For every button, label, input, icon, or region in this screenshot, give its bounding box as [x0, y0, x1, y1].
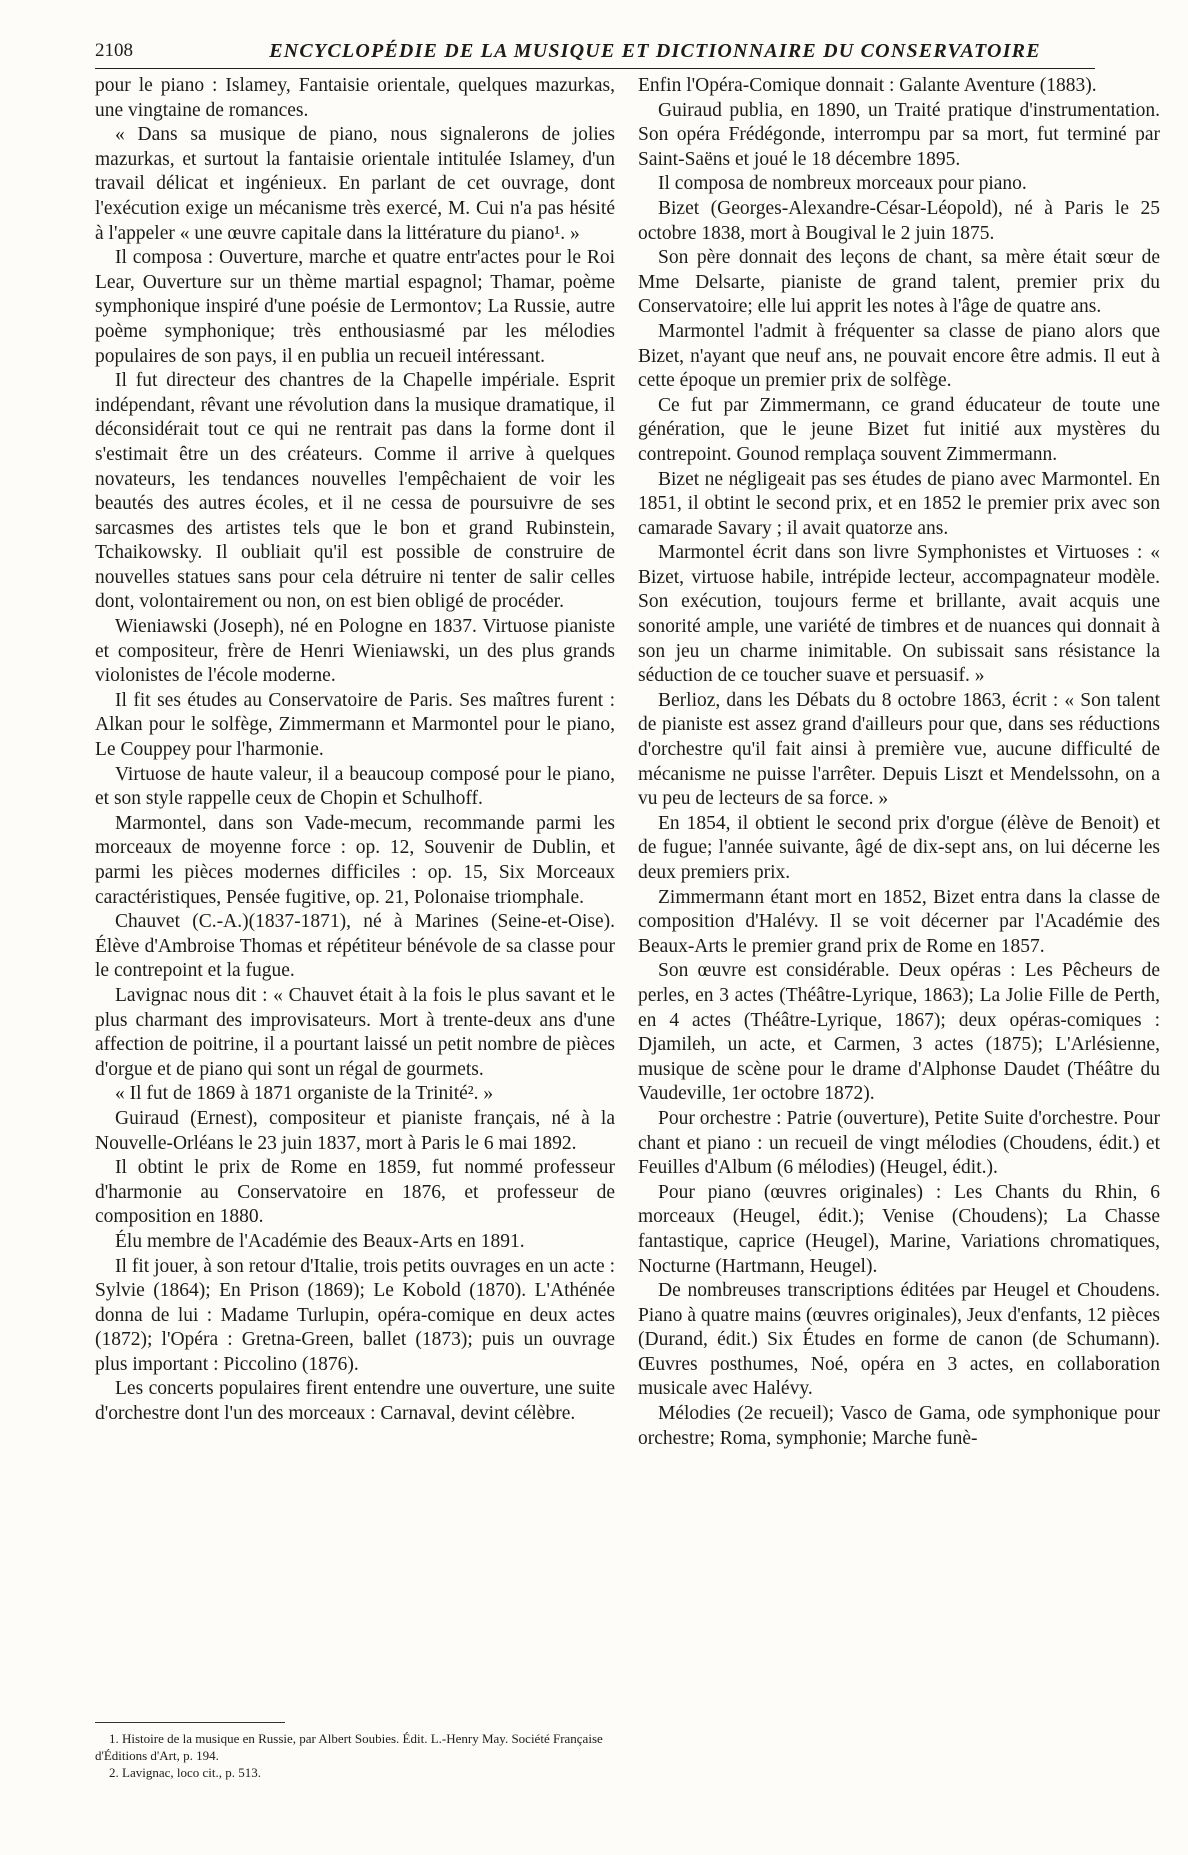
- paragraph: Bizet ne négligeait pas ses études de piano avec Marmontel. En 1851, il obtint le second prix, et en 1852 le premier prix avec son camarade Savary ; il avait quatorze ans.: [638, 468, 1160, 539]
- paragraph: Pour orchestre : Patrie (ouverture), Petite Suite d'orchestre. Pour chant et piano : un recueil de vingt mélodies (Choudens, édit.) et Feuilles d'Album (6 mélodies) (Heugel, édit.).: [638, 1107, 1160, 1179]
- right-column: [638, 74, 1160, 1451]
- running-title: ENCYCLOPÉDIE DE LA MUSIQUE ET DICTIONNAIRE DU CONSERVATOIRE: [269, 40, 1041, 62]
- paragraph: En 1854, il obtient le second prix d'orgue (élève de Benoit) et de fugue; l'année suivante, âgé de dix-sept ans, on lui décerne les deux premiers prix.: [638, 812, 1160, 883]
- paragraph: Il fut directeur des chantres de la Chapelle impériale. Esprit indépendant, rêvant une révolution dans la musique dramatique, il déconsidérait tout ce qui ne rentrait pas dans la forme dont il s'estimait être un des créateurs. Comme il arrive à quelques novateurs, les tendances nouvelles l'empêchaient de voir les beautés des autres écoles, et il ne cessa de poursuivre de ses sarcasmes des artistes tels que le bon et grand Rubinstein, Tchaikowsky. Il oubliait qu'il est possible de construire de nouvelles statues sans pour cela détruire ni tenter de salir celles dont, volontairement ou non, on est bien obligé de procéder.: [95, 370, 615, 613]
- paragraph: Marmontel écrit dans son livre Symphonistes et Virtuoses : « Bizet, virtuose habile, intrépide lecteur, accompagnateur modèle. Son exécution, toujours ferme et brillante, avait acquis une sonorité ample, une variété de timbres et de nuances qui donnait à son jeu un charme inimitable. On subissait sans résistance la séduction de ce toucher suave et persuasif. »: [638, 542, 1160, 687]
- page-number: 2108: [95, 40, 133, 61]
- paragraph: pour le piano : Islamey, Fantaisie orientale, quelques mazurkas, une vingtaine de romances.: [95, 75, 615, 121]
- paragraph: Marmontel, dans son Vade-mecum, recommande parmi les morceaux de moyenne force : op. 12, Souvenir de Dublin, et parmi les pièces modernes difficiles : op. 15, Six Morceaux caractéristiques, Pensée fugitive, op. 21, Polonaise triomphale.: [95, 812, 615, 908]
- paragraph: De nombreuses transcriptions éditées par Heugel et Choudens. Piano à quatre mains (œuvres originales), Jeux d'enfants, 12 pièces (Durand, édit.) Six Études en forme de canon (de Schumann). Œuvres posthumes, Noé, opéra en 3 actes, en collaboration musicale avec Halévy.: [638, 1280, 1160, 1400]
- paragraph: Guiraud publia, en 1890, un Traité pratique d'instrumentation. Son opéra Frédégonde, interrompu par sa mort, fut terminé par Saint-Saëns et joué le 18 décembre 1895.: [638, 99, 1160, 170]
- footnote-divider: [95, 1722, 285, 1723]
- paragraph: Son œuvre est considérable. Deux opéras : Les Pêcheurs de perles, en 3 actes (Théâtre-Lyrique, 1863); La Jolie Fille de Perth, en 4 actes (Théâtre-Lyrique, 1867); deux opéras-comiques : Djamileh, un acte, et Carmen, 3 actes (1875); L'Arlésienne, musique de scène pour le drame d'Alphonse Daudet (Théâtre du Vaudeville, 1er octobre 1872).: [638, 960, 1160, 1105]
- paragraph: Berlioz, dans les Débats du 8 octobre 1863, écrit : « Son talent de pianiste est assez grand d'ailleurs pour que, dans ses réductions d'orchestre qu'il fait ainsi à première vue, aucune difficulté de mécanisme ne puisse l'arrêter. Depuis Liszt et Mendelssohn, on a vu peu de lecteurs de sa force. »: [638, 689, 1160, 810]
- paragraph: « Dans sa musique de piano, nous signalerons de jolies mazurkas, et surtout la fantaisie orientale intitulée Islamey, d'un travail délicat et ingénieux. En parlant de cet ouvrage, dont l'exécution exige un mécanisme très exercé, M. Cui n'a pas hésité à l'appeler « une œuvre capitale dans la littérature du piano¹. »: [95, 124, 615, 244]
- paragraph: Pour piano (œuvres originales) : Les Chants du Rhin, 6 morceaux (Heugel, édit.); Venise (Choudens); La Chasse fantastique, caprice (Heugel), Marine, Variations chromatiques, Nocturne (Hartmann, Heugel).: [638, 1181, 1160, 1277]
- paragraph: Il composa : Ouverture, marche et quatre entr'actes pour le Roi Lear, Ouverture sur un thème martial espagnol; Thamar, poème symphonique inspiré d'une poésie de Lermontov; La Russie, autre poème symphonique; très enthousiasmé par les mélodies populaires de son pays, il en publia un recueil intéressant.: [95, 247, 615, 367]
- paragraph: Zimmermann étant mort en 1852, Bizet entra dans la classe de composition d'Halévy. Il se voit décerner par l'Académie des Beaux-Arts le premier grand prix de Rome en 1857.: [638, 886, 1160, 957]
- left-column: [95, 74, 615, 1427]
- footnote: 2. Lavignac, loco cit., p. 513.: [109, 1765, 261, 1780]
- paragraph: Lavignac nous dit : « Chauvet était à la fois le plus savant et le plus charmant des improvisateurs. Mort à trente-deux ans d'une affection de poitrine, il a pourtant laissé un petit nombre de pièces d'orgue et de piano qui sont un régal de gourmets.: [95, 984, 615, 1080]
- paragraph: « Il fut de 1869 à 1871 organiste de la Trinité². »: [115, 1083, 494, 1105]
- paragraph: Enfin l'Opéra-Comique donnait : Galante Aventure (1883).: [638, 75, 1097, 96]
- paragraph: Il fit jouer, à son retour d'Italie, trois petits ouvrages en un acte : Sylvie (1864); En Prison (1869); Le Kobold (1870). L'Athénée donna de lui : Madame Turlupin, opéra-comique en deux actes (1872); l'Opéra : Gretna-Green, ballet (1873); puis un ouvrage plus important : Piccolino (1876).: [95, 1255, 615, 1375]
- page-header: [95, 38, 1095, 69]
- paragraph: Il composa de nombreux morceaux pour piano.: [658, 173, 1027, 195]
- paragraph: Son père donnait des leçons de chant, sa mère était sœur de Mme Delsarte, pianiste de grand talent, premier prix du Conservatoire; elle lui apprit les notes à l'âge de quatre ans.: [638, 247, 1160, 318]
- paragraph: Guiraud (Ernest), compositeur et pianiste français, né à la Nouvelle-Orléans le 23 juin 1837, mort à Paris le 6 mai 1892.: [95, 1107, 615, 1154]
- paragraph: Wieniawski (Joseph), né en Pologne en 1837. Virtuose pianiste et compositeur, frère de Henri Wieniawski, un des plus grands violonistes de l'école moderne.: [95, 616, 615, 687]
- footnote: 1. Histoire de la musique en Russie, par Albert Soubies. Édit. L.-Henry May. Société Française d'Éditions d'Art, p. 194.: [95, 1731, 603, 1763]
- paragraph: Mélodies (2e recueil); Vasco de Gama, ode symphonique pour orchestre; Roma, symphonie; Marche funè-: [638, 1403, 1160, 1449]
- paragraph: Chauvet (C.-A.)(1837-1871), né à Marines (Seine-et-Oise). Élève d'Ambroise Thomas et répétiteur bénévole de sa classe pour le contrepoint et la fugue.: [95, 911, 615, 982]
- paragraph: Ce fut par Zimmermann, ce grand éducateur de toute une génération, que le jeune Bizet fut initié aux mystères du contrepoint. Gounod remplaça souvent Zimmermann.: [638, 394, 1160, 465]
- paragraph: Il obtint le prix de Rome en 1859, fut nommé professeur d'harmonie au Conservatoire en 1876, et professeur de composition en 1880.: [95, 1157, 615, 1228]
- paragraph: Bizet (Georges-Alexandre-César-Léopold), né à Paris le 25 octobre 1838, mort à Bougival le 2 juin 1875.: [638, 197, 1160, 244]
- paragraph: Élu membre de l'Académie des Beaux-Arts en 1891.: [115, 1230, 525, 1252]
- paragraph: Il fit ses études au Conservatoire de Paris. Ses maîtres furent : Alkan pour le solfège, Zimmermann et Marmontel pour le piano, Le Couppey pour l'harmonie.: [95, 689, 615, 761]
- paragraph: Marmontel l'admit à fréquenter sa classe de piano alors que Bizet, n'ayant que neuf ans, ne pouvait encore être admis. Il eut à cette époque un premier prix de solfège.: [638, 320, 1160, 392]
- paragraph: Les concerts populaires firent entendre une ouverture, une suite d'orchestre dont l'un des morceaux : Carnaval, devint célèbre.: [95, 1378, 615, 1425]
- paragraph: Virtuose de haute valeur, il a beaucoup composé pour le piano, et son style rappelle ceux de Chopin et Schulhoff.: [95, 763, 615, 810]
- footnotes: [95, 1730, 615, 1781]
